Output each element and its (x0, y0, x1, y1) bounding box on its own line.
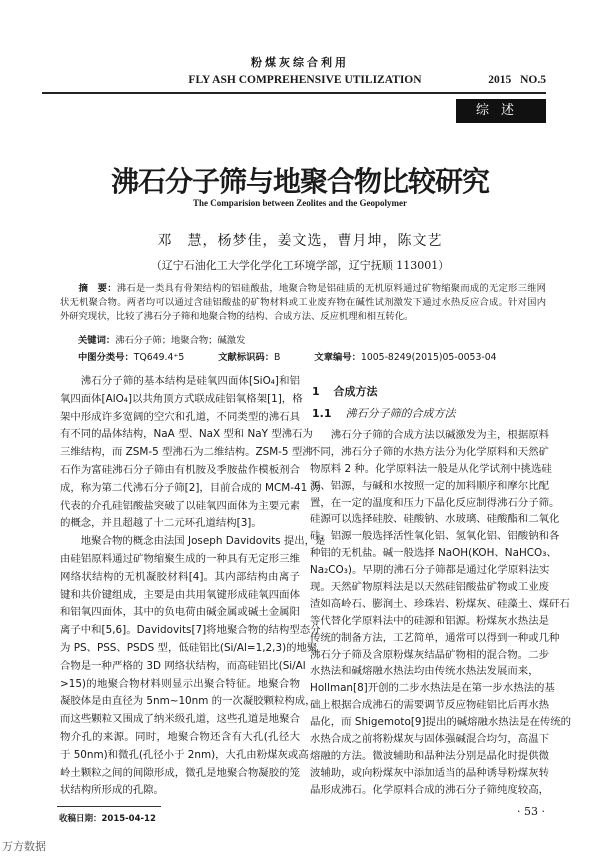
body-line: 等代替化学原料法中的硅源和铝源。粉煤灰水热法是 (310, 614, 549, 627)
body-line: 成，称为第二代沸石分子筛[2]，目前合成的 MCM-41 为 (60, 481, 321, 494)
body-line: 代表的介孔硅铝酸盐突破了以硅氧四面体为主要元素 (60, 499, 300, 512)
watermark: 万方数据 (2, 840, 46, 853)
abstract-label: 摘 要： (78, 283, 117, 294)
body-line: 置，在一定的温度和压力下晶化反应制得沸石分子筛。 (310, 496, 560, 509)
body-line: 水热合成之前将粉煤灰与固体强碱混合均匀，高温下 (310, 733, 549, 746)
heading-text: 沸石分子筛的合成方法 (345, 407, 456, 420)
keywords (78, 332, 245, 346)
classification-line (78, 349, 538, 363)
body-line: 晶化，而 Shigemoto[9]提出的碱熔融水热法是在传统的 (310, 716, 572, 729)
article-title-en: The Comparision between Zeolites and the Geopolymer (193, 198, 407, 208)
body-line: 合物是一种严格的 3D 网络状结构，而高硅铝比(Si/Al (60, 659, 306, 672)
footnote-rule (57, 806, 161, 807)
journal-name-cn: 粉煤灰综合利用 (251, 56, 349, 69)
body-line: 由硅铝原料通过矿物缩聚生成的一种具有无定形三维 (60, 552, 300, 565)
body-line: 键和共价键组成，主要是由共用氧键形成硅氧四面体 (60, 588, 300, 601)
body-line: 而这些颗粒又围成了纳米级孔道，这些孔道是地聚合 (60, 713, 300, 726)
received-date: 收稿日期：2015-04-12 (59, 814, 156, 824)
body-line: 水热法和碱熔融水热法均由传统水热法发展而来， (310, 665, 539, 678)
abstract-line: 外研究现状，比较了沸石分子筛和地聚合物的结构、合成方法、反应机理和相互转化。 (60, 311, 414, 322)
abstract (60, 282, 546, 324)
body-line: 的概念，并且超越了十二元环孔道结构[3]。 (60, 517, 262, 530)
body-line: 沸石分子筛及含原粉煤灰结晶矿物相的混合物。二步 (310, 648, 549, 661)
body-line: 架中形成许多宽阔的空穴和孔道，不同类型的沸石具 (60, 410, 300, 423)
body-line: 源、铝源，与碱和水按照一定的加料顺序和摩尔比配 (310, 479, 549, 492)
right-column (310, 427, 572, 799)
body-line: 三维结构，而 ZSM-5 型沸石为二维结构。ZSM-5 型沸 (60, 446, 313, 459)
heading-number: 1.1 (312, 407, 332, 420)
body-line: 氧四面体[AlO₄]以共角顶方式联成硅铝氧格架[1]，格 (60, 392, 303, 405)
body-line: 网络状结构的无机凝胶材料[4]。其内部结构由离子 (60, 570, 300, 583)
doc-code: 文献标识码：B (218, 352, 281, 363)
body-line: 现。天然矿物原料法是以天然硅铝酸盐矿物或工业废 (310, 581, 549, 594)
body-line: 物原料 2 种。化学原料法一般是从化学试剂中挑选硅 (310, 462, 552, 475)
body-line: 状结构所形成的孔隙。 (60, 784, 164, 797)
body-line: 和铝氧四面体，其中的负电荷由碱金属或碱土金属阳 (60, 606, 300, 619)
keywords-label: 关键词： (78, 335, 116, 346)
abstract-line: 状无机聚合物。两者均可以通过含硅铝酸盐的矿物材料或工业废弃物在碱性试剂激发下通过水热反应合成。针对国内 (60, 297, 546, 308)
body-line: 熔融的方法。微波辅助和晶种法分别是晶化时提供微 (310, 749, 549, 762)
abstract-text: 沸石是一类具有骨架结构的铝硅酸盐，地聚合物是铝硅质的无机原料通过矿物缩聚而成的无定形三维网 (116, 283, 546, 294)
body-line: 渣如高岭石、膨润土、珍珠岩、粉煤灰、硅藻土、煤矸石 (310, 597, 570, 610)
body-line: 波辅助，或向粉煤灰中添加适当的晶种诱导粉煤灰转 (310, 766, 549, 779)
keywords-value: 沸石分子筛；地聚合物；碱激发 (115, 335, 246, 346)
body-line: 物介孔的来源。同时，地聚合物还含有大孔(孔径大 (60, 730, 300, 743)
body-line: >15)的地聚合物材料则显示出聚合特征。地聚合物 (60, 677, 300, 690)
abstract-line (60, 282, 546, 296)
journal-name-en: FLY ASH COMPREHENSIVE UTILIZATION (188, 74, 422, 86)
article-title: 沸石分子筛与地聚合物比较研究 (110, 165, 489, 198)
body-line: 晶形成沸石。化学原料合成的沸石分子筛纯度较高， (310, 783, 549, 796)
header-rule (42, 92, 546, 94)
body-line: 沸石分子筛的合成方法以碱激发为主，根据原料 (330, 429, 549, 441)
body-line: 地聚合物的概念由法国 Joseph Davidovits 提出，是 (80, 535, 326, 548)
affiliation: （辽宁石油化工大学化学化工环境学部，辽宁抚顺 113001） (150, 259, 450, 272)
section-tag: 综述 (456, 99, 546, 123)
section-heading-1: 1 合成方法 (312, 385, 378, 398)
body-line: 硅源可以选择硅胶、硅酸钠、水玻璃、硅酸酯和二氧化 (310, 513, 560, 526)
body-line: 离子中和[5,6]。Davidovits[7]将地聚合物的结构型态分 (60, 624, 321, 637)
body-line: 础上根据合成沸石的需要调节反应物硅铝比后再水热 (310, 699, 549, 712)
body-line: Na₂CO₃)。早期的沸石分子筛都是通过化学原料法实 (310, 564, 550, 577)
body-line: Hollman[8]开创的二步水热法是在第一步水热法的基 (310, 682, 555, 695)
clc: 中图分类号：TQ649.4⁺5 (78, 352, 185, 363)
body-line: 于 50nm)和微孔(孔径小于 2nm)，大孔由粉煤灰或高 (60, 748, 309, 761)
body-line: 传统的制备方法，工艺简单，通常可以得到一种或几种 (310, 631, 560, 644)
section-heading-1-1 (312, 405, 456, 421)
body-line: 石作为富硅沸石分子筛由有机胺及季胺盐作模板剂合 (60, 463, 300, 476)
body-line: 种铝的无机盐。碱一般选择 NaOH(KOH、NaHCO₃、 (310, 547, 557, 560)
body-line: 有不同的晶体结构，NaA 型、NaX 型和 NaY 型沸石为 (60, 428, 313, 441)
body-line: 为 PS、PSS、PSDS 型，低硅铝比(Si/Al=1,2,3)的地聚 (60, 641, 318, 654)
body-line: 凝胶体是由直径为 5nm~10nm 的一次凝胶颗粒构成， (60, 695, 316, 708)
body-line: 沸石分子筛的基本结构是硅氧四面体[SiO₄]和铝 (80, 375, 300, 387)
issue-number: 2015 NO.5 (488, 74, 546, 86)
authors: 邓 慧，杨梦佳，姜文选，曹月坤，陈文艺 (157, 233, 443, 249)
body-line: 不同，沸石分子筛的水热方法分为化学原料和天然矿 (310, 445, 549, 458)
body-line: 岭土颗粒之间的间隙形成，微孔是地聚合物凝胶的笼 (60, 766, 300, 779)
article-number: 文章编号：1005-8249(2015)05-0053-04 (314, 352, 497, 363)
body-line: 硅，铝源一般选择活性氧化铝、氢氧化铝、铝酸钠和各 (310, 530, 560, 543)
page-number: · 53 · (517, 805, 545, 818)
